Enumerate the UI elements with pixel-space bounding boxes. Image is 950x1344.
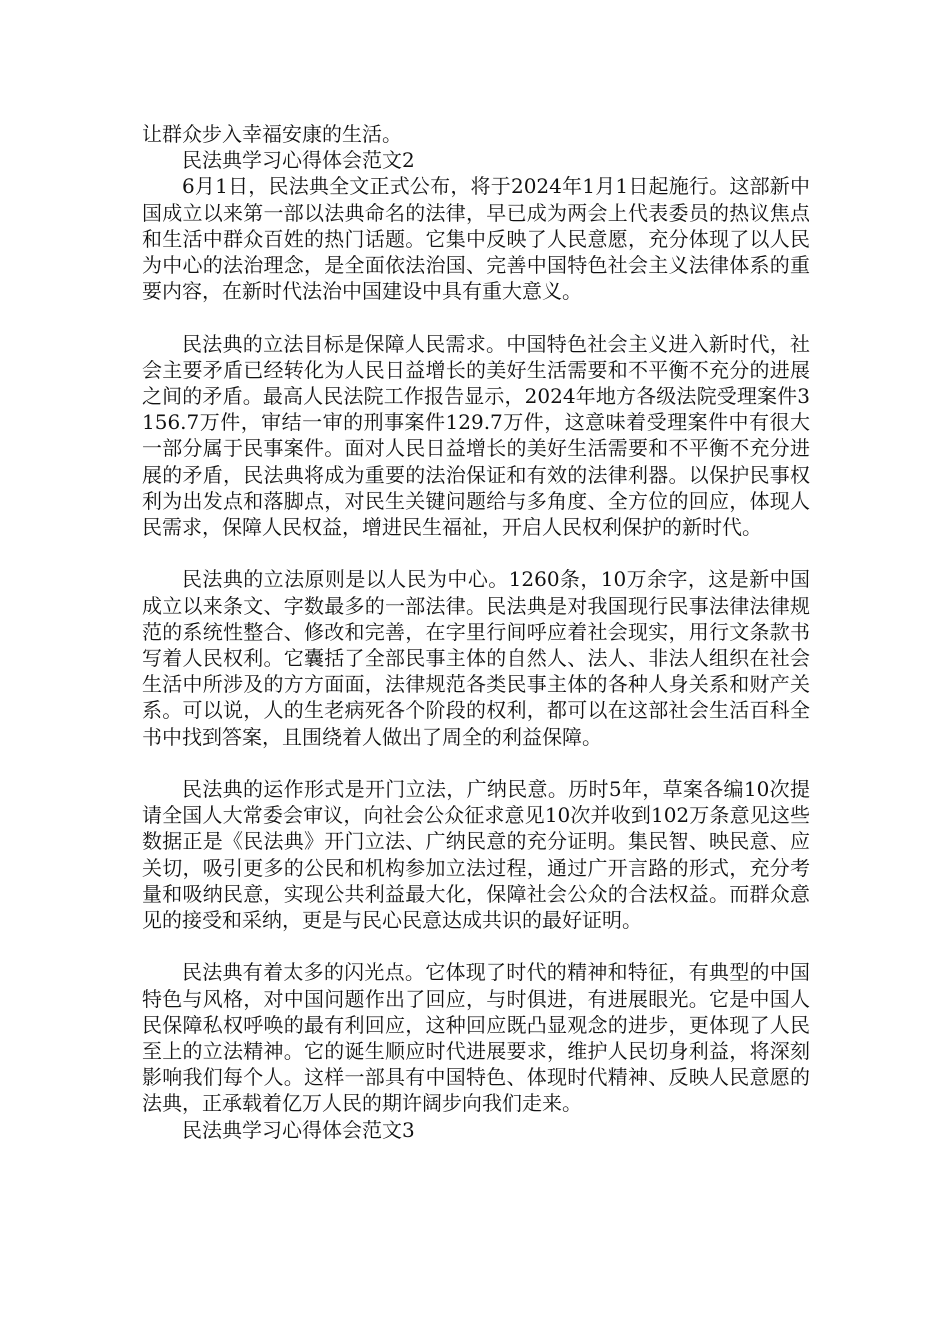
- paragraph: 6月1日，民法典全文正式公布，将于2024年1月1日起施行。这部新中国成立以来第一部以法典命名的法律，早已成为两会上代表委员的热议焦点和生活中群众百姓的热门话题。它集中反映了人民意愿，充分体现了以人民为中心的法治理念，是全面依法治国、完善中国特色社会主义法律体系的重要内容，在新时代法治中国建设中具有重大意义。: [142, 174, 810, 304]
- paragraph: 民法典的运作形式是开门立法，广纳民意。历时5年，草案各编10次提请全国人大常委会审议，向社会公众征求意见10次并收到102万条意见这些数据正是《民法典》开门立法、广纳民意的充分证明。集民智、映民意、应关切，吸引更多的公民和机构参加立法过程，通过广开言路的形式，充分考量和吸纳民意，实现公共利益最大化，保障社会公众的合法权益。而群众意见的接受和采纳，更是与民心民意达成共识的最好证明。: [142, 777, 810, 933]
- document-body: [142, 121, 810, 1143]
- section-heading-3: 民法典学习心得体会范文3: [182, 1117, 415, 1142]
- section-heading-2: 民法典学习心得体会范文2: [182, 148, 415, 173]
- paragraph-continuation: 让群众步入幸福安康的生活。: [142, 122, 402, 146]
- paragraph: 民法典有着太多的闪光点。它体现了时代的精神和特征，有典型的中国特色与风格，对中国问题作出了回应，与时俱进，有进展眼光。它是中国人民保障私权呼唤的最有利回应，这种回应既凸显观念的进步，更体现了人民至上的立法精神。它的诞生顺应时代进展要求，维护人民切身利益，将深刻影响我们每个人。这样一部具有中国特色、体现时代精神、反映人民意愿的法典，正承载着亿万人民的期许阔步向我们走来。: [142, 960, 810, 1116]
- paragraph: 民法典的立法目标是保障人民需求。中国特色社会主义进入新时代，社会主要矛盾已经转化为人民日益增长的美好生活需要和不平衡不充分的进展之间的矛盾。最高人民法院工作报告显示，2024年地方各级法院受理案件3156.7万件，审结一审的刑事案件129.7万件，这意味着受理案件中有很大一部分属于民事案件。面对人民日益增长的美好生活需要和不平衡不充分进展的矛盾，民法典将成为重要的法治保证和有效的法律利器。以保护民事权利为出发点和落脚点，对民生关键问题给与多角度、全方位的回应，体现人民需求，保障人民权益，增进民生福祉，开启人民权利保护的新时代。: [142, 331, 810, 540]
- paragraph: 民法典的立法原则是以人民为中心。1260条，10万余字，这是新中国成立以来条文、字数最多的一部法律。民法典是对我国现行民事法律法律规范的系统性整合、修改和完善，在字里行间呼应着社会现实，用行文条款书写着人民权利。它囊括了全部民事主体的自然人、法人、非法人组织在社会生活中所涉及的方方面面，法律规范各类民事主体的各种人身关系和财产关系。可以说，人的生老病死各个阶段的权利，都可以在这部社会生活百科全书中找到答案，且围绕着人做出了周全的利益保障。: [142, 567, 810, 749]
